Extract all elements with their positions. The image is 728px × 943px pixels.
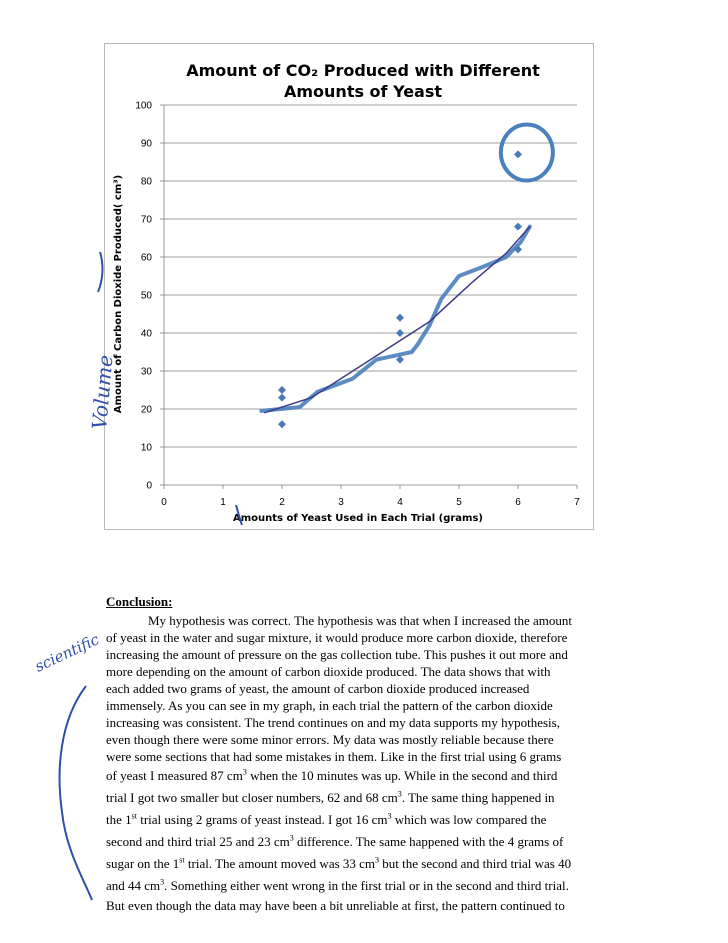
text-run: which was low compared the: [391, 812, 547, 827]
y-axis-title: Amount of Carbon Dioxide Produced( cm³): [113, 174, 124, 414]
superscript: st: [179, 855, 185, 865]
y-tick-label: 20: [140, 404, 152, 416]
data-point: [278, 386, 286, 394]
conclusion-line: immensely. As you can see in my graph, in each trial the pattern of the carbon dioxide: [106, 698, 553, 713]
conclusion-line: each added two grams of yeast, the amount of carbon dioxide produced increased: [106, 681, 530, 696]
conclusion-line: increasing the amount of pressure on the gas collection tube. This pushes it out more and: [106, 647, 568, 662]
handwritten-bracket-mark: [98, 252, 102, 292]
x-tick-label: 1: [220, 497, 226, 508]
data-point: [396, 314, 404, 322]
conclusion-line: [106, 853, 626, 875]
y-tick-label: 60: [140, 252, 152, 264]
x-tick-label: 2: [279, 497, 285, 508]
data-point: [278, 420, 286, 428]
superscript: 3: [289, 833, 294, 843]
conclusion-line: were some sections that had some mistakes in them. Like in the first trial using 6 grams: [106, 749, 562, 764]
gridlines: [164, 105, 577, 447]
y-tick-label: 80: [140, 176, 152, 188]
handwritten-annotations: [261, 125, 552, 411]
superscript: 3: [397, 789, 402, 799]
text-run: but the second and third trial was 40: [379, 856, 572, 871]
data-point: [396, 329, 404, 337]
axes: [160, 105, 577, 489]
y-tick-label: 70: [140, 214, 152, 226]
data-point: [278, 394, 286, 402]
conclusion-line: [106, 875, 626, 897]
handwritten-volume-note: Volume: [87, 353, 118, 431]
text-run: and 44 cm: [106, 878, 161, 893]
x-tick-label: 7: [574, 497, 580, 508]
y-tick-label: 0: [146, 480, 152, 492]
superscript: st: [131, 811, 137, 821]
text-run: . The same thing happened in: [401, 790, 555, 805]
chart-title-line-1: Amount of CO₂ Produced with Different: [186, 61, 540, 80]
superscript: 3: [387, 811, 392, 821]
conclusion-line: [106, 787, 626, 809]
co2-yeast-scatter-chart: [105, 44, 595, 531]
handwritten-scientific-note: scientific: [32, 630, 102, 676]
text-run: sugar on the 1: [106, 856, 180, 871]
text-run: difference. The same happened with the 4 grams of: [293, 834, 564, 849]
x-axis-title: Amounts of Yeast Used in Each Trial (grams): [233, 513, 483, 524]
x-tick-label: 5: [456, 497, 462, 508]
x-tick-labels: [161, 497, 580, 508]
trendline-path: [264, 227, 530, 413]
text-run: the 1: [106, 812, 132, 827]
text-run: . Something either went wrong in the first trial or in the second and third trial.: [164, 878, 569, 893]
text-run: trial. The amount moved was 33 cm: [184, 856, 376, 871]
text-run: of yeast I measured 87 cm: [106, 768, 243, 783]
y-tick-label: 90: [140, 138, 152, 150]
superscript: 3: [160, 877, 165, 887]
x-tick-label: 0: [161, 497, 167, 508]
text-run: second and third trial 25 and 23 cm: [106, 834, 290, 849]
conclusion-line: [106, 831, 626, 853]
conclusion-line: increasing was consistent. The trend continues on and my data supports my hypothesis,: [106, 715, 560, 730]
conclusion-line: more depending on the amount of carbon dioxide produced. The data shows that with: [106, 664, 551, 679]
handwritten-brace-mark: [60, 686, 92, 900]
data-points: [278, 150, 522, 428]
x-tick-label: 6: [515, 497, 521, 508]
handwritten-highlight-curve: [261, 227, 529, 411]
y-tick-label: 40: [140, 328, 152, 340]
conclusion-line: [106, 765, 626, 787]
conclusion-line: even though there were some minor errors. My data was mostly reliable because there: [106, 732, 554, 747]
x-tick-label: 3: [338, 497, 344, 508]
conclusion-line: My hypothesis was correct. The hypothesis was that when I increased the amount: [148, 613, 572, 628]
chart-frame: [104, 43, 594, 530]
x-tick-label: 4: [397, 497, 403, 508]
y-tick-labels: [135, 101, 152, 492]
conclusion-paragraph: [106, 612, 626, 914]
superscript: 3: [242, 767, 247, 777]
conclusion-heading: Conclusion:: [106, 594, 173, 609]
y-tick-label: 100: [135, 100, 152, 112]
conclusion-line: of yeast in the water and sugar mixture, it would produce more carbon dioxide, therefore: [106, 630, 568, 645]
y-tick-label: 50: [140, 290, 152, 302]
y-tick-label: 10: [140, 442, 152, 454]
chart-title-line-2: Amounts of Yeast: [283, 82, 443, 101]
superscript: 3: [375, 855, 380, 865]
data-point: [514, 223, 522, 231]
handwritten-outlier-circle: [501, 125, 553, 181]
conclusion-line: But even though the data may have been a bit unreliable at first, the pattern continued to: [106, 898, 565, 913]
trendline: [264, 227, 530, 413]
conclusion-section: [106, 593, 626, 914]
data-point: [514, 150, 522, 158]
text-run: when the 10 minutes was up. While in the second and third: [246, 768, 558, 783]
text-run: trial I got two smaller but closer numbers, 62 and 68 cm: [106, 790, 398, 805]
conclusion-line: [106, 809, 626, 831]
y-tick-label: 30: [140, 366, 152, 378]
text-run: trial using 2 grams of yeast instead. I got 16 cm: [136, 812, 388, 827]
